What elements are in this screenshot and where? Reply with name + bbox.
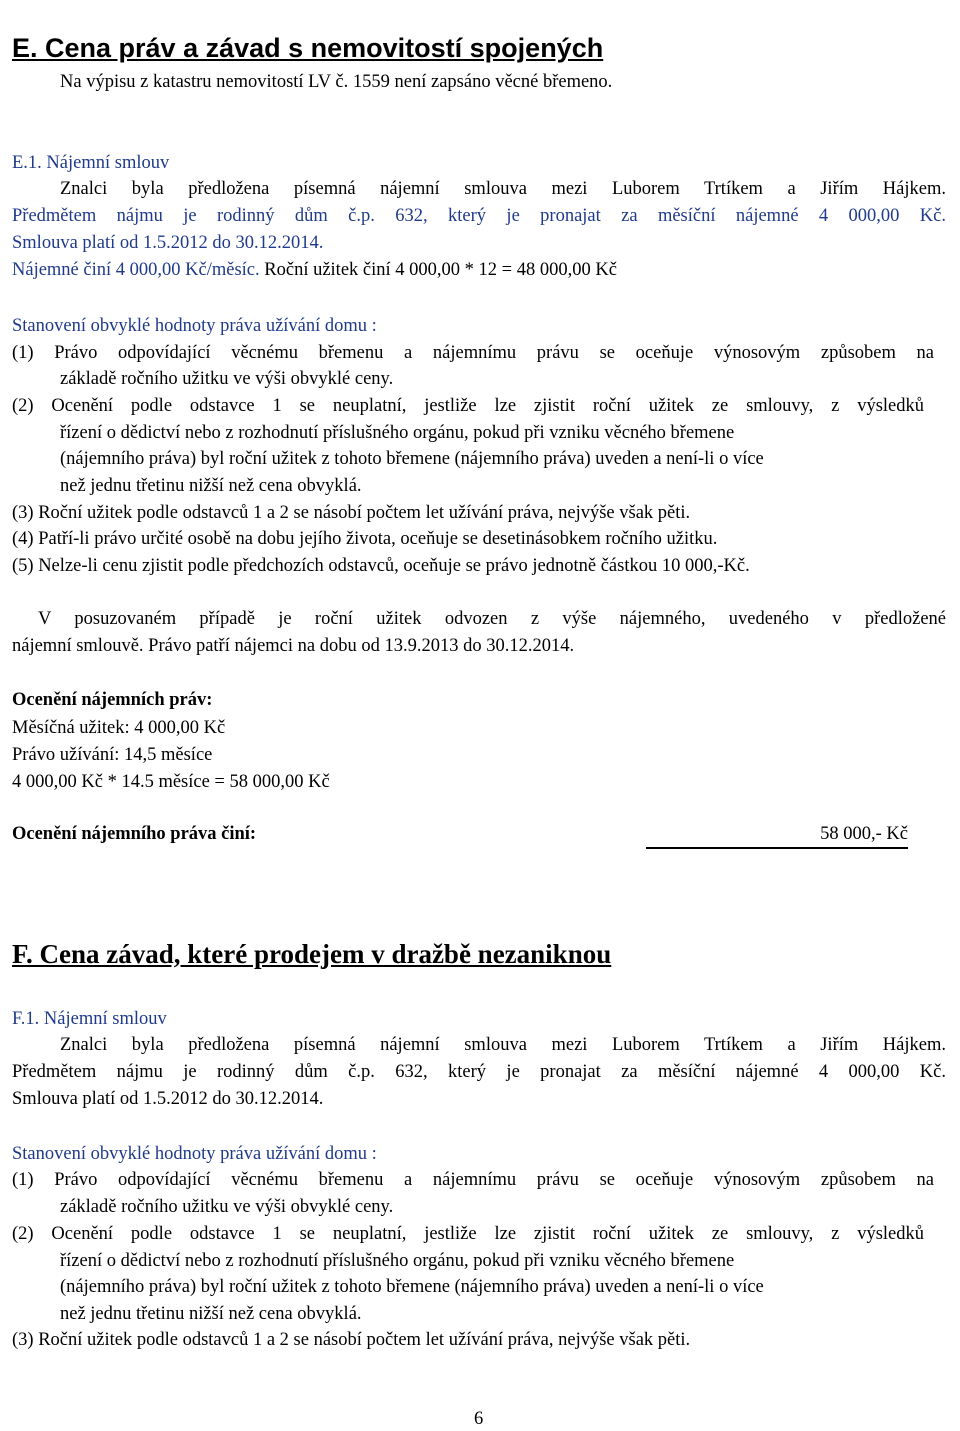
rule-5: (5) Nelze-li cenu zjistit podle předchozích odstavců, oceňuje se právo jednotně částkou 10 000,-Kč.: [12, 556, 750, 576]
valuation-calc: 4 000,00 Kč * 14.5 měsíce = 58 000,00 Kč: [12, 772, 330, 792]
rule-2-line-4: než jednu třetinu nižší než cena obvyklá.: [60, 476, 362, 496]
case-line-1: V posuzovaném případě je roční užitek odvozen z výše nájemného, uvedeného v předložené: [38, 609, 946, 629]
monthly-benefit: Měsíčná užitek: 4 000,00 Kč: [12, 718, 226, 738]
rule-3: (3) Roční užitek podle odstavců 1 a 2 se násobí počtem let užívání práva, nejvýše však pěti.: [12, 503, 691, 523]
contract-line-2: Předmětem nájmu je rodinný dům č.p. 632, který je pronajat za měsíční nájemné 4 000,00 Kč.: [12, 206, 946, 226]
f-rule-2-line-4: než jednu třetinu nižší než cena obvyklá.: [60, 1304, 362, 1324]
rule-1-line-2: základě ročního užitku ve výši obvyklé ceny.: [60, 369, 394, 389]
f-rule-2-line-1: (2) Ocenění podle odstavce 1 se neuplatní, jestliže lze zjistit roční užitek ze smlouvy, z výsledků: [12, 1224, 924, 1244]
contract-line-1: Znalci byla předložena písemná nájemní smlouva mezi Luborem Trtíkem a Jiřím Hájkem.: [60, 179, 946, 199]
section-f-title: F. Cena závad, které prodejem v dražbě nezaniknou: [12, 939, 612, 969]
f-contract-line-1: Znalci byla předložena písemná nájemní smlouva mezi Luborem Trtíkem a Jiřím Hájkem.: [60, 1035, 946, 1055]
usage-duration: Právo užívání: 14,5 měsíce: [12, 745, 213, 765]
section-f1-title: F.1. Nájemní smlouv: [12, 1009, 167, 1029]
f-contract-line-3: Smlouva platí od 1.5.2012 do 30.12.2014.: [12, 1089, 324, 1109]
contract-line-3: Smlouva platí od 1.5.2012 do 30.12.2014.: [12, 233, 324, 253]
rule-2-line-3: (nájemního práva) byl roční užitek z tohoto břemene (nájemního práva) uveden a není-li o více: [60, 449, 764, 469]
section-e-intro: Na výpisu z katastru nemovitostí LV č. 1559 není zapsáno věcné břemeno.: [60, 72, 613, 92]
rule-2-line-2: řízení o dědictví nebo z rozhodnutí příslušného orgánu, pokud při vzniku věcného břemene: [60, 423, 735, 443]
rule-2-line-1: (2) Ocenění podle odstavce 1 se neuplatní, jestliže lze zjistit roční užitek ze smlouvy, z výsledků: [12, 396, 924, 416]
f-rules-heading: Stanovení obvyklé hodnoty práva užívání domu :: [12, 1144, 377, 1164]
rule-4: (4) Patří-li právo určité osobě na dobu jejího života, oceňuje se desetinásobkem ročního užitku.: [12, 529, 718, 549]
valuation-heading: Ocenění nájemních práv:: [12, 690, 213, 710]
f-rule-1-line-1: (1) Právo odpovídající věcnému břemenu a nájemnímu právu se oceňuje výnosovým způsobem na: [12, 1170, 934, 1190]
rule-1-line-1: (1) Právo odpovídající věcnému břemenu a nájemnímu právu se oceňuje výnosovým způsobem na: [12, 343, 934, 363]
section-e-title: E. Cena práv a závad s nemovitostí spojených: [12, 33, 604, 63]
f-rule-2-line-2: řízení o dědictví nebo z rozhodnutí příslušného orgánu, pokud při vzniku věcného břemene: [60, 1251, 735, 1271]
section-e1-title: E.1. Nájemní smlouv: [12, 153, 170, 173]
case-line-2: nájemní smlouvě. Právo patří nájemci na dobu od 13.9.2013 do 30.12.2014.: [12, 636, 575, 656]
result-label: Ocenění nájemního práva činí:: [12, 824, 257, 844]
f-rule-3: (3) Roční užitek podle odstavců 1 a 2 se násobí počtem let užívání práva, nejvýše však pěti.: [12, 1330, 691, 1350]
result-value: 58 000,- Kč: [646, 822, 908, 848]
rent-line: Nájemné činí 4 000,00 Kč/měsíc.: [12, 260, 260, 280]
f-contract-line-2: Předmětem nájmu je rodinný dům č.p. 632, který je pronajat za měsíční nájemné 4 000,00 Kč.: [12, 1062, 946, 1082]
rules-heading: Stanovení obvyklé hodnoty práva užívání domu :: [12, 316, 377, 336]
annual-benefit-line: Roční užitek činí 4 000,00 * 12 = 48 000,00 Kč: [264, 260, 617, 280]
f-rule-2-line-3: (nájemního práva) byl roční užitek z tohoto břemene (nájemního práva) uveden a není-li o více: [60, 1277, 764, 1297]
page-number: 6: [474, 1409, 484, 1429]
f-rule-1-line-2: základě ročního užitku ve výši obvyklé ceny.: [60, 1197, 394, 1217]
result-double-underline: [646, 848, 908, 849]
